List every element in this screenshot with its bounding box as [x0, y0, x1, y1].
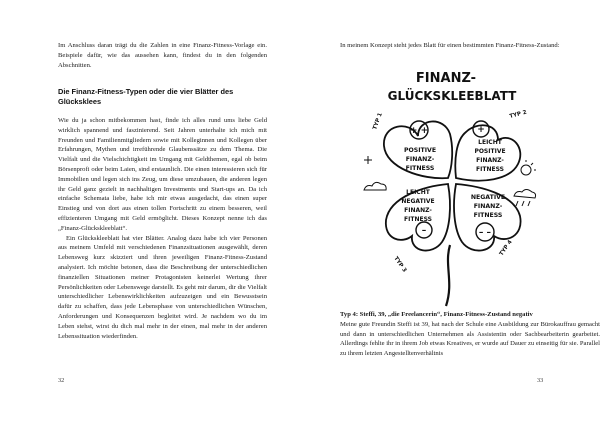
sign-negative: – – — [478, 228, 492, 238]
intro-paragraph: Im Anschluss daran trägt du die Zahlen in eine Finanz-Fitness-Vorlage ein. Beispiele dafür, wie das aussehen kann, findest du in den folgenden Abschnitten. — [58, 42, 267, 69]
left-intro-text — [58, 41, 267, 70]
sign-leicht-positive: + — [477, 125, 485, 135]
clover-illustration — [362, 60, 542, 310]
tag-typ-3: TYP 3 — [392, 255, 408, 274]
label-leicht-positive-1: LEICHT — [478, 139, 502, 146]
body-paragraph-2: Ein Glückskleeblatt hat vier Blätter. Analog dazu habe ich vier Personen aus meinem Umfeld mit verschiedenen Finanzsituationen ausgewählt, deren Lebensweg kurz skizziert und ihren jeweiligen Finanz-Fitness-Zustand analysiert. Ich möchte betonen, dass die Beschreibung der unterschiedlichen finanziellen Situationen meiner Protagonisten keinerlei Wertung ihrer Persönlichkeiten oder Lebenswege darstellt. Es geht mir darum, dir die Vielfalt unterschiedlicher Lebenswirklichkeiten aufzuzeigen und ein Bewusstsein dafür zu schaffen, dass jede Lebensphase von unterschiedlichen Wünschen, Anforderungen und Konsequenzen begleitet wird. Je nachdem wo du im Leben stehst, wirst du dich mal mehr in der einen, mal mehr in der anderen Lebenssituation wiederfinden. — [58, 234, 267, 340]
caption-paragraph: Meine gute Freundin Steffi ist 39, hat nach der Schule eine Ausbildung zur Bürokauffrau gemacht und dann in unterschiedlichen Unternehmen als Assistentin oder Sachbearbeiterin gearbeitet. Allerdings fehlte ihr in ihrem Job etwas Kreatives, er wurde auf Dauer zu einseitig für sie. Parallel zu ihrem letzten Angestelltenverhältnis — [340, 320, 600, 358]
section-heading — [58, 87, 267, 107]
cloud-doodle — [364, 182, 386, 190]
caption-block — [340, 310, 600, 359]
label-leicht-positive-3: FINANZ- — [476, 157, 504, 164]
right-intro-paragraph: In meinem Konzept steht jedes Blatt für einen bestimmten Finanz-Fitness-Zustand: — [340, 42, 560, 49]
label-leicht-positive-2: POSITIVE — [474, 148, 506, 155]
heading-line-1: Die Finanz-Fitness-Typen oder die vier Blätter des — [58, 87, 234, 96]
tag-typ-1: TYP 1 — [372, 112, 384, 131]
sign-leicht-negative: – — [421, 226, 427, 236]
clover-title-line-1: FINANZ- — [415, 71, 477, 86]
label-negative-1: NEGATIVE — [470, 194, 506, 201]
left-body-text — [58, 116, 267, 341]
label-negative-3: FITNESS — [473, 212, 503, 219]
label-positive-2: FINANZ- — [405, 156, 435, 163]
rain-cloud-doodle — [514, 190, 536, 207]
label-leicht-negative-3: FINANZ- — [404, 207, 432, 214]
label-leicht-negative-4: FITNESS — [404, 216, 432, 223]
right-intro-text — [340, 41, 560, 51]
right-page-number: 33 — [537, 377, 544, 384]
tag-typ-2: TYP 2 — [508, 109, 528, 120]
label-leicht-negative-2: NEGATIVE — [401, 198, 435, 205]
clover-stem — [446, 245, 450, 306]
label-leicht-negative-1: LEICHT — [406, 189, 430, 196]
clover-title-line-2: GLÜCKSKLEEBLATT — [387, 89, 517, 103]
tag-typ-4: TYP 4 — [498, 239, 514, 258]
heading-line-2: Glücksklees — [58, 97, 102, 107]
left-page-number: 32 — [58, 377, 65, 384]
body-paragraph-1: Wie du ja schon mitbekommen hast, finde ich alles rund ums liebe Geld wirklich spannend und faszinierend. Seit Jahren unterhalte ich mich mit Freunden und Familienmitgliedern sowie mit Kolleginnen und Kollegen über Erfahrungen, Mythen und irreführende Glaubenssätze zu dem Thema. Die Vielfalt und die Vielschichtigkeit im Umgang mit Geldthemen, egal ob beim Börsenprofi oder beim Laien, sind erstaunlich. Die einen interessieren sich für Immobilien und legen sich ins Zeug, um diese umzubauen, die anderen legen ihr Geld ganz gezielt in nachhaltigen Investments und Start-ups an. Da ich einfache Schemata liebe, habe ich mir etwas ausgedacht, das einen super Einstieg und von dort aus einen tollen Fortschritt zu einem besseren, weil effizienteren Umgang mit Geld ermöglicht. Dieses Konzept nenne ich das „Finanz-Glückskleeblatt“. — [58, 117, 267, 232]
sun-doodle — [521, 160, 536, 175]
caption-title: Typ 4: Steffi, 39, „die Freelancerin“, Finanz-Fitness-Zustand negativ — [340, 311, 533, 318]
label-negative-2: FINANZ- — [473, 203, 503, 210]
label-positive-3: FITNESS — [405, 165, 435, 172]
label-positive-1: POSITIVE — [403, 147, 437, 154]
sparkle-doodle — [364, 156, 372, 164]
sign-positive: + + — [409, 126, 429, 136]
label-leicht-positive-4: FITNESS — [476, 166, 504, 173]
